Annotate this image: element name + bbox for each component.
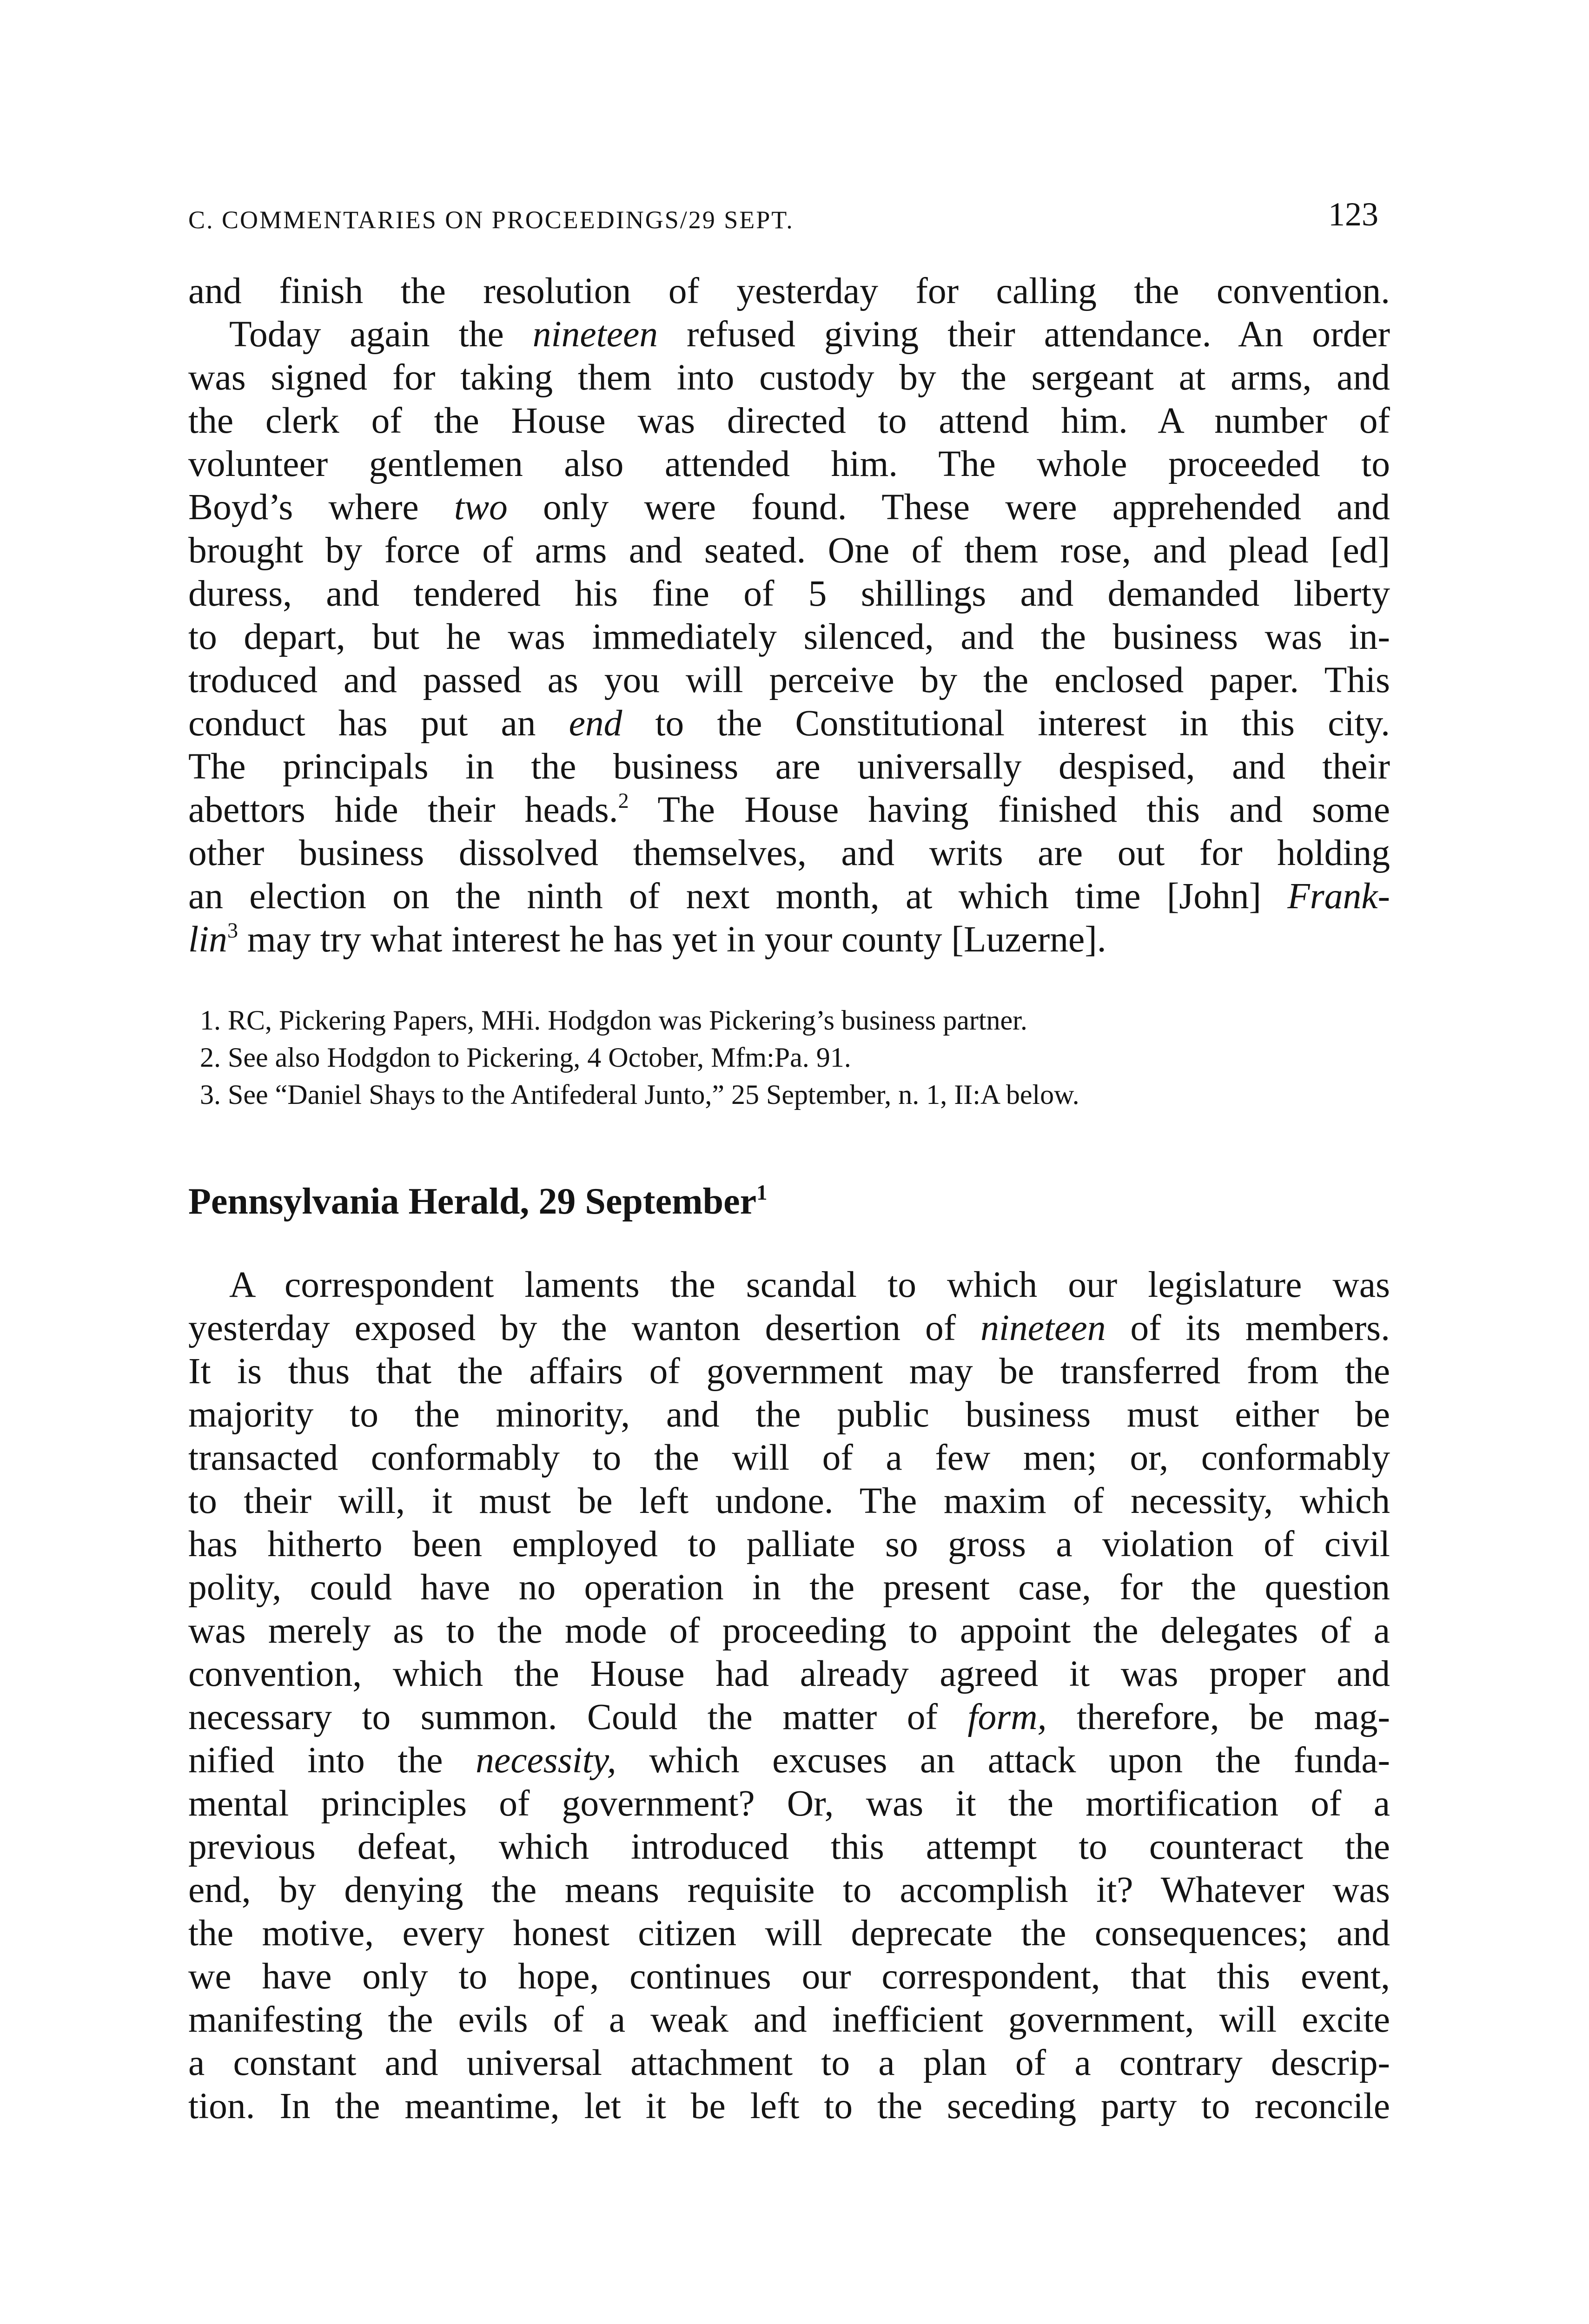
- text-line: volunteer gentlemen also attended him. The whole proceeded to: [188, 443, 1390, 484]
- text-line: duress, and tendered his fine of 5 shillings and demanded liberty: [188, 573, 1390, 614]
- italic-text: nineteen: [980, 1307, 1106, 1348]
- italic-text: lin: [188, 919, 227, 960]
- text-line: Today again the nineteen refused giving their attendance. An order: [229, 314, 1390, 355]
- article-body: [188, 1263, 1390, 2128]
- italic-text: nineteen: [532, 314, 658, 355]
- text-line: The principals in the business are universally despised, and their: [188, 746, 1390, 787]
- text-line: convention, which the House had already agreed it was proper and: [188, 1653, 1390, 1694]
- text-line: majority to the minority, and the public business must either be: [188, 1394, 1390, 1435]
- text-line: other business dissolved themselves, and writs are out for holding: [188, 832, 1390, 873]
- italic-text: Frank-: [1287, 876, 1390, 917]
- text-line: troduced and passed as you will perceive by the enclosed paper. This: [188, 660, 1390, 700]
- text-line: necessary to summon. Could the matter of form, therefore, be mag-: [188, 1697, 1390, 1737]
- text-line: abettors hide their heads.$^2$ The House having finished this and some: [188, 789, 1390, 830]
- footnote-marker: 3: [227, 918, 238, 943]
- text-line: yesterday exposed by the wanton desertion of nineteen of its members.: [188, 1307, 1390, 1348]
- section-heading-text: Pennsylvania Herald, 29 September: [188, 1181, 757, 1222]
- section-heading: [188, 1181, 767, 1223]
- text-line: was signed for taking them into custody by the sergeant at arms, and: [188, 357, 1390, 398]
- italic-text: end: [569, 703, 622, 744]
- text-line: the motive, every honest citizen will deprecate the consequences; and: [188, 1913, 1390, 1954]
- text-line: lin$^3$ may try what interest he has yet in your county [Luzerne].: [188, 918, 1106, 960]
- text-line: to their will, it must be left undone. The maxim of necessity, which: [188, 1480, 1390, 1521]
- text-line: tion. In the meantime, let it be left to the seceding party to reconcile: [188, 2086, 1390, 2126]
- text-line: nified into the necessity, which excuses an attack upon the funda-: [188, 1740, 1390, 1781]
- text-line: Boyd’s where two only were found. These were apprehended and: [188, 487, 1390, 528]
- text-line: brought by force of arms and seated. One of them rose, and plead [ed]: [188, 530, 1390, 571]
- footnote: 3. See “Daniel Shays to the Antifederal Junto,” 25 September, n. 1, II:A below.: [200, 1079, 1079, 1110]
- running-head: [188, 195, 1378, 242]
- text-line: was merely as to the mode of proceeding to appoint the delegates of a: [188, 1610, 1390, 1651]
- text-line: has hitherto been employed to palliate so gross a violation of civil: [188, 1524, 1390, 1565]
- text-line: manifesting the evils of a weak and inefficient government, will excite: [188, 1999, 1390, 2040]
- text-line: an election on the ninth of next month, at which time [John] Frank-: [188, 876, 1390, 917]
- text-line: to depart, but he was immediately silenced, and the business was in-: [188, 616, 1390, 657]
- text-line: transacted conformably to the will of a few men; or, conformably: [188, 1437, 1390, 1478]
- italic-text: two: [454, 487, 508, 528]
- text-line: and finish the resolution of yesterday for calling the convention.: [188, 271, 1390, 311]
- text-line: conduct has put an end to the Constitutional interest in this city.: [188, 703, 1390, 744]
- running-head-title: C. COMMENTARIES ON PROCEEDINGS/29 SEPT.: [188, 206, 794, 234]
- text-line: a constant and universal attachment to a plan of a contrary descrip-: [188, 2042, 1390, 2083]
- text-line: the clerk of the House was directed to attend him. A number of: [188, 400, 1390, 441]
- footnote-marker: 2: [618, 789, 629, 813]
- italic-text: necessity,: [476, 1740, 616, 1781]
- text-line: mental principles of government? Or, was it the mortification of a: [188, 1783, 1390, 1824]
- letter-body: [188, 270, 1390, 961]
- text-line: previous defeat, which introduced this attempt to counteract the: [188, 1826, 1390, 1867]
- footnote: 2. See also Hodgdon to Pickering, 4 October, Mfm:Pa. 91.: [200, 1042, 851, 1073]
- text-line: A correspondent laments the scandal to which our legislature was: [229, 1264, 1390, 1305]
- text-line: polity, could have no operation in the present case, for the question: [188, 1567, 1390, 1608]
- text-line: It is thus that the affairs of government may be transferred from the: [188, 1351, 1390, 1392]
- italic-text: form,: [967, 1697, 1047, 1737]
- heading-footnote-marker: 1: [756, 1181, 768, 1205]
- page-number: 123: [1328, 196, 1378, 233]
- footnote: 1. RC, Pickering Papers, MHi. Hodgdon was Pickering’s business partner.: [200, 1005, 1027, 1036]
- text-line: we have only to hope, continues our correspondent, that this event,: [188, 1956, 1390, 1997]
- text-line: end, by denying the means requisite to accomplish it? Whatever was: [188, 1869, 1390, 1910]
- footnotes: [200, 1002, 1390, 1113]
